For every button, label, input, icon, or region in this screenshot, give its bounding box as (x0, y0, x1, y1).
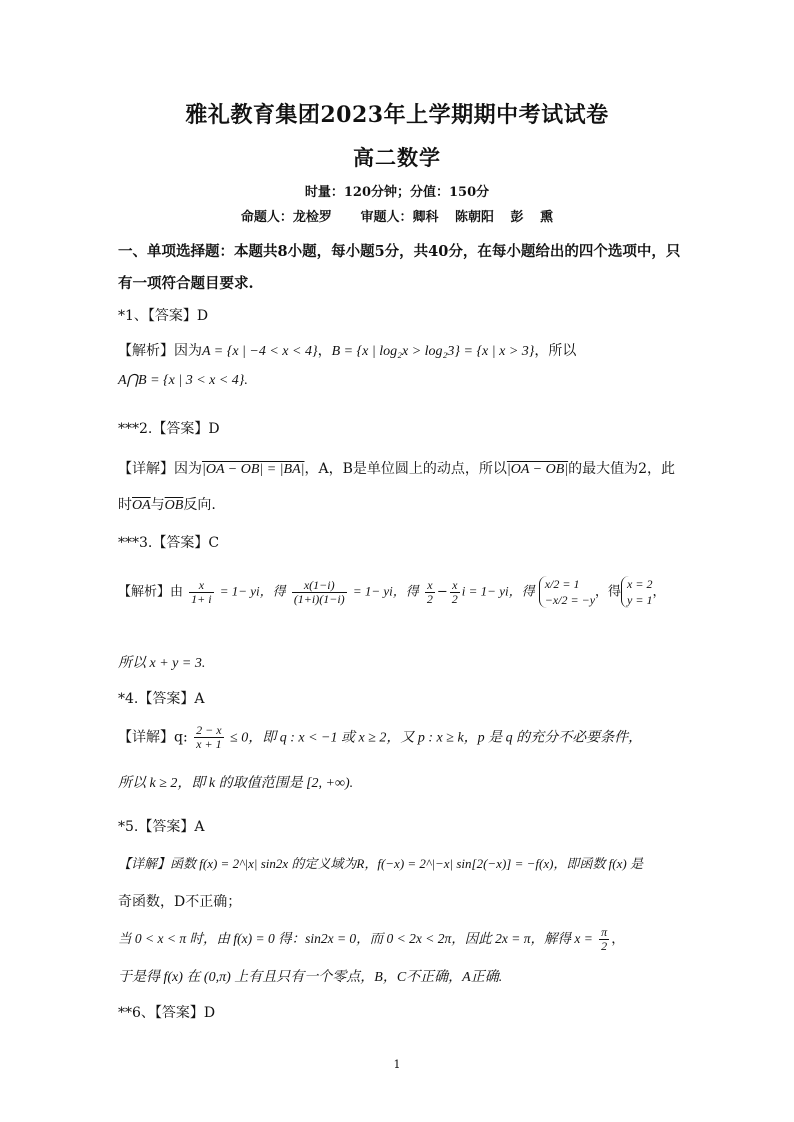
author: 命题人：龙检罗 (240, 210, 332, 225)
q5-line3-tail: ， (611, 931, 625, 948)
q6-answer: **6、【答案】D (118, 1005, 216, 1021)
reviewer-4: 熏 (540, 210, 554, 225)
q2-line2-a: 时 (118, 497, 132, 513)
time-score-line: 时量：120分钟；分值：150分 (304, 185, 490, 200)
q3-get: ，得 (595, 584, 622, 600)
q2-explanation (118, 458, 678, 478)
q5-line1-text: 【详解】函数 f(x) = 2^|x| sin2x 的定义域为R，f(−x) = 2^|−x| sin[2(−x)] = −f(x)，即函数 f(x) 是 (118, 856, 643, 871)
q5-line3 (118, 926, 678, 953)
reviewer-3: 彭 (510, 210, 524, 225)
q2-vector-eq: |OA − OB| = |BA| (202, 462, 305, 477)
section-heading-line2: 有一项符合题目要求. (118, 275, 254, 292)
q2-tail: 的最大值为2，此 (568, 461, 676, 477)
subject-title: 高二数学 (353, 145, 441, 170)
exam-title: 雅礼教育集团2023年上学期期中考试试卷 (185, 102, 609, 128)
section-heading-line1: 一、单项选择题：本题共8小题，每小题5分，共40分，在每小题给出的四个选项中，只 (118, 243, 681, 260)
q2-vector-abs: |OA − OB| (506, 462, 569, 477)
q3-fraction-2: $\frac{x(1-i)}{(1+i)(1-i)}$ (293, 577, 345, 606)
q1-answer: *1、【答案】D (118, 308, 209, 324)
q5-line1 (118, 853, 678, 872)
q3-eq1: = 1− yi，得 (219, 583, 286, 599)
q3-fraction-4: $\frac{x}{2}$ (451, 577, 458, 606)
q2-vector-ob: $\overline{OB}$ (164, 498, 184, 513)
q5-line4 (118, 966, 678, 986)
q1-set-a: A = {x | −4 < x < 4} (202, 344, 318, 359)
q5-line3-text: 当 0 < x < π 时，由 f(x) = 0 得：sin2x = 0，而 0 < 2x < 2π，因此 2x = π，解得 x = (118, 931, 593, 947)
q3-comma: ， (652, 584, 666, 600)
q4-rest: ≤ 0，即 q : x < −1 或 x ≥ 2，又 p : x ≥ k，p 是 q 的充分不必要条件， (230, 730, 643, 746)
q5-line4-text: 于是得 f(x) 在 (0,π) 上有且只有一个零点，B，C不正确，A正确. (118, 970, 503, 985)
q1-set-b: B = {x | log₂x > log₂3} = {x | x > 3} (331, 344, 535, 359)
q4-expl-prefix: 【详解】q: (118, 729, 188, 746)
q3-answer: ***3.【答案】C (118, 535, 220, 551)
q3-result-text: 所以 x + y = 3. (118, 656, 206, 671)
reviewer: 审题人：卿科 (360, 210, 439, 225)
q2-with: 与 (150, 497, 165, 513)
page-number: 1 (393, 1058, 401, 1071)
q2-explanation-line2 (118, 494, 678, 514)
q3-system-2: x = 2 y = 1 (621, 576, 652, 608)
q1-expl-prefix: 【解析】因为 (118, 343, 202, 359)
q2-middle: ，A，B是单位圆上的动点，所以 (304, 461, 507, 477)
q3-minus: − (436, 584, 448, 600)
q3-system-1: x/2 = 1 −x/2 = −y (539, 576, 595, 608)
q2-line2-b: 反向. (183, 497, 216, 513)
q1-explanation: 【解析】因为A = {x | −4 < x < 4}，B = {x | log₂x > log₂3} = {x | x > 3}，所以 (118, 343, 577, 359)
q1-result (118, 372, 678, 389)
q4-explanation (118, 724, 678, 751)
q1-result-text: A⋂B = {x | 3 < x < 4}. (118, 373, 248, 388)
q2-expl-prefix: 【详解】因为 (118, 461, 202, 477)
q1-tail: ，所以 (534, 343, 577, 359)
q3-eq3: i = 1− yi，得 (461, 583, 535, 599)
q3-eq2: = 1− yi，得 (352, 583, 419, 599)
q5-pi-fraction: $\frac{\pi}{2}$ (601, 925, 608, 954)
q3-fraction-3: $\frac{x}{2}$ (426, 577, 433, 606)
q4-fraction: $\frac{2 - x}{x + 1}$ (196, 723, 222, 752)
q3-result (118, 652, 678, 672)
reviewer-2: 陈朝阳 (454, 210, 494, 225)
q2-answer: ***2.【答案】D (118, 421, 220, 437)
q4-result (118, 772, 678, 792)
q5-answer: *5.【答案】A (118, 819, 205, 835)
q3-fraction-1: $\frac{x}{1+ i}$ (191, 577, 212, 606)
q3-explanation (118, 576, 678, 608)
q3-expl-prefix: 【解析】由 (118, 584, 184, 600)
q4-result-text: 所以 k ≥ 2，即 k 的取值范围是 [2, +∞). (118, 776, 354, 791)
q5-line2: 奇函数，D不正确； (118, 894, 242, 910)
authors-line (0, 206, 794, 225)
q2-vector-oa: $\overline{OA}$ (132, 498, 151, 513)
q4-answer: *4.【答案】A (118, 691, 205, 707)
